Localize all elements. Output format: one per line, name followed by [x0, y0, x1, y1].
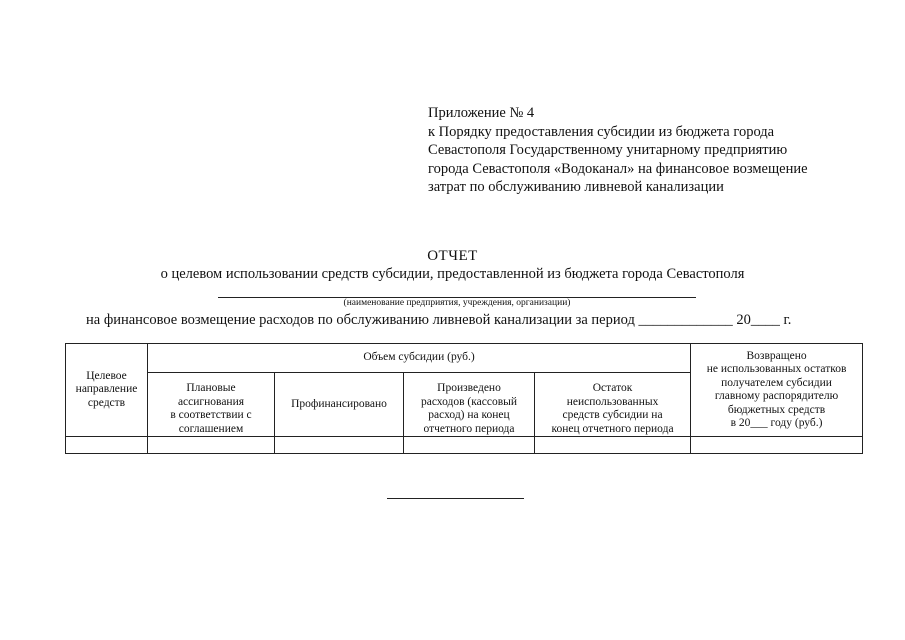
header-text: Произведено	[437, 382, 501, 394]
appendix-line: Севастополя Государственному унитарному предприятию	[428, 142, 788, 158]
organization-caption: (наименование предприятия, учреждения, организации)	[343, 298, 571, 308]
appendix-line: к Порядку предоставления субсидии из бюджета города	[428, 123, 775, 140]
appendix-line: Приложение № 4	[428, 105, 535, 121]
signature-line	[387, 498, 524, 499]
appendix-line: города Севастополя «Водоканал» на финансовое возмещение	[428, 160, 808, 177]
header-returned	[691, 344, 863, 437]
header-financed: Профинансировано	[275, 373, 404, 437]
header-text: получателем субсидии	[721, 376, 832, 389]
header-text: отчетного периода	[423, 422, 515, 435]
table-cell[interactable]	[66, 437, 148, 454]
table-row	[66, 437, 863, 454]
header-text: расходов (кассовый	[420, 395, 518, 408]
period-line: на финансовое возмещение расходов по обслуживанию ливневой канализации за период _____________ 20____ г.	[86, 312, 792, 328]
header-text: в соответствии с	[170, 409, 252, 421]
header-text: средств субсидии на	[562, 409, 663, 421]
report-title: ОТЧЕТ	[427, 248, 478, 264]
header-planned	[148, 373, 275, 437]
table-cell[interactable]	[275, 437, 404, 454]
header-text: в 20___ году (руб.)	[730, 417, 823, 429]
header-text: средств	[87, 396, 126, 409]
report-table	[65, 343, 863, 454]
appendix-block	[428, 104, 848, 197]
header-remainder	[535, 373, 691, 437]
header-text: Плановые	[186, 382, 236, 394]
report-subtitle: о целевом использовании средств субсидии, предоставленной из бюджета города Севастополя	[160, 266, 745, 282]
table-cell[interactable]	[148, 437, 275, 454]
header-text: не использованных остатков	[706, 363, 847, 375]
table-cell[interactable]	[535, 437, 691, 454]
header-text: ассигнования	[177, 395, 245, 408]
table-cell[interactable]	[691, 437, 863, 454]
header-text: направление	[75, 383, 138, 396]
appendix-line: затрат по обслуживанию ливневой канализации	[428, 179, 724, 195]
header-text: соглашением	[178, 422, 244, 435]
table-cell[interactable]	[404, 437, 535, 454]
header-spent	[404, 373, 535, 437]
header-text: Возвращено	[746, 349, 807, 362]
header-text: главному распорядителю	[714, 390, 839, 402]
header-purpose	[66, 344, 148, 437]
header-text: Целевое	[86, 369, 127, 382]
header-text: конец отчетного периода	[551, 422, 674, 435]
header-subsidy-volume: Объем субсидии (руб.)	[148, 344, 691, 373]
header-text: неиспользованных	[566, 395, 659, 408]
header-text: бюджетных средств	[727, 403, 826, 416]
header-text: Остаток	[592, 382, 633, 394]
header-text: расход) на конец	[428, 409, 510, 421]
